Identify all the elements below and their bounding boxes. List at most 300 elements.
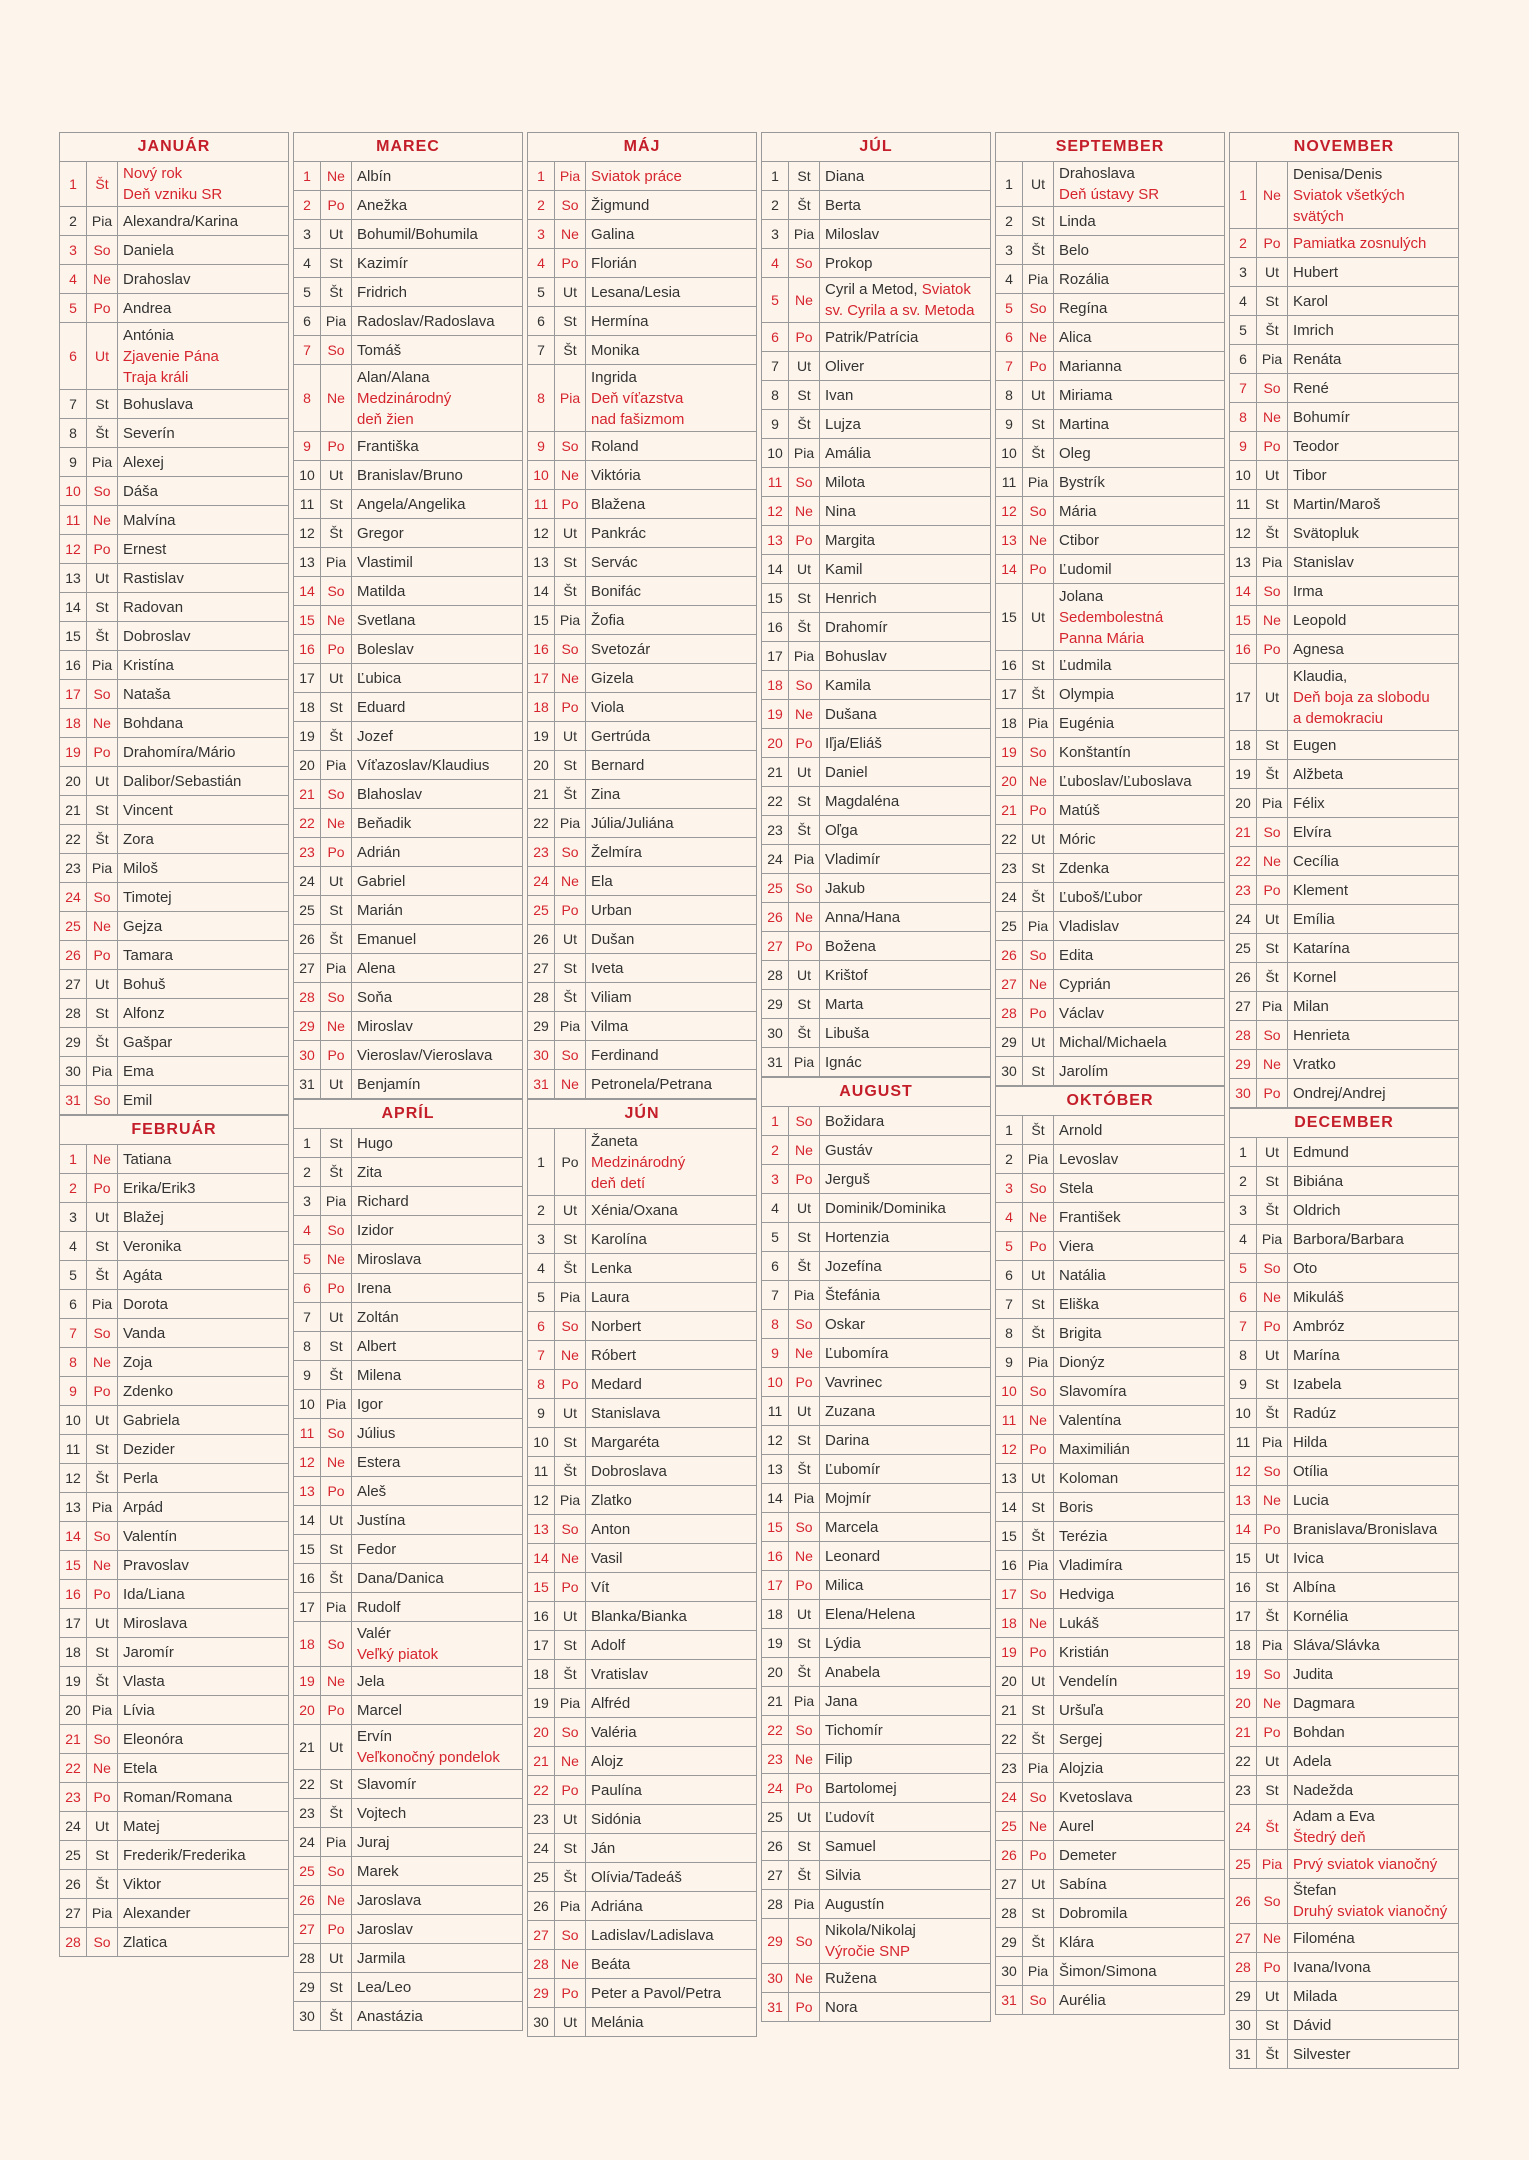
day-row bbox=[60, 162, 288, 207]
day-row bbox=[528, 1070, 756, 1099]
weekday: Ne bbox=[1257, 1486, 1288, 1514]
month-február bbox=[59, 1115, 289, 1957]
day-number: 7 bbox=[1230, 374, 1257, 402]
day-row bbox=[528, 809, 756, 838]
day-row bbox=[1230, 1718, 1458, 1747]
nameday-cell bbox=[820, 584, 990, 612]
weekday: Ut bbox=[1023, 584, 1054, 650]
nameday-name: Ferdinand bbox=[591, 1046, 659, 1064]
nameday-cell bbox=[1054, 1812, 1224, 1840]
nameday-name: Milan bbox=[1293, 997, 1329, 1015]
nameday-name: Šimon/Simona bbox=[1059, 1962, 1157, 1980]
day-number: 1 bbox=[294, 1129, 321, 1157]
day-number: 4 bbox=[528, 1254, 555, 1282]
weekday: Št bbox=[1023, 883, 1054, 911]
nameday-name: Eugen bbox=[1293, 736, 1337, 754]
day-number: 28 bbox=[1230, 1021, 1257, 1049]
nameday-name: Ivan bbox=[825, 386, 854, 404]
nameday-cell bbox=[820, 961, 990, 989]
day-row bbox=[60, 1754, 288, 1783]
day-number: 29 bbox=[996, 1928, 1023, 1956]
day-number: 13 bbox=[1230, 1486, 1257, 1514]
nameday-cell bbox=[352, 1158, 522, 1186]
day-number: 25 bbox=[528, 1863, 555, 1891]
nameday-cell bbox=[118, 709, 288, 737]
nameday-name: Erika/Erik3 bbox=[123, 1179, 196, 1197]
weekday: Št bbox=[1257, 519, 1288, 547]
day-row bbox=[1230, 635, 1458, 664]
nameday-cell bbox=[1054, 738, 1224, 766]
nameday-cell bbox=[118, 1928, 288, 1956]
day-row bbox=[294, 162, 522, 191]
weekday: Po bbox=[1023, 796, 1054, 824]
weekday: Pia bbox=[1023, 468, 1054, 496]
day-row bbox=[1230, 1805, 1458, 1850]
day-number: 3 bbox=[996, 236, 1023, 264]
nameday-cell bbox=[1054, 294, 1224, 322]
day-number: 30 bbox=[996, 1057, 1023, 1085]
weekday: So bbox=[1023, 1174, 1054, 1202]
nameday-cell bbox=[1054, 1203, 1224, 1231]
day-row bbox=[996, 1870, 1224, 1899]
nameday-name: Matej bbox=[123, 1817, 160, 1835]
nameday-name: Uršuľa bbox=[1059, 1701, 1104, 1719]
day-row bbox=[762, 1745, 990, 1774]
nameday-name: Alan/Alana bbox=[357, 368, 430, 386]
holiday-label: Prvý sviatok vianočný bbox=[1293, 1855, 1438, 1873]
nameday-name: Zdenko bbox=[123, 1382, 174, 1400]
nameday-cell bbox=[118, 506, 288, 534]
day-number: 12 bbox=[528, 519, 555, 547]
nameday-name: Ladislav/Ladislava bbox=[591, 1926, 714, 1944]
day-number: 30 bbox=[762, 1019, 789, 1047]
day-row bbox=[528, 1196, 756, 1225]
weekday: Ne bbox=[789, 903, 820, 931]
nameday-name: Svätopluk bbox=[1293, 524, 1359, 542]
nameday-name: Veronika bbox=[123, 1237, 182, 1255]
weekday: Št bbox=[555, 1863, 586, 1891]
day-row bbox=[294, 191, 522, 220]
nameday-cell bbox=[820, 410, 990, 438]
nameday-cell bbox=[118, 1812, 288, 1840]
nameday-name: Blahoslav bbox=[357, 785, 423, 803]
nameday-cell bbox=[1054, 162, 1224, 206]
day-row bbox=[996, 1609, 1224, 1638]
weekday: Ut bbox=[789, 758, 820, 786]
weekday: So bbox=[1023, 1783, 1054, 1811]
nameday-cell bbox=[118, 564, 288, 592]
day-row bbox=[60, 738, 288, 767]
nameday-cell bbox=[118, 825, 288, 853]
day-number: 12 bbox=[528, 1486, 555, 1514]
nameday-cell bbox=[820, 642, 990, 670]
day-row bbox=[1230, 374, 1458, 403]
nameday-cell bbox=[1288, 1196, 1458, 1224]
weekday: Pia bbox=[1023, 1754, 1054, 1782]
nameday-name: Sabína bbox=[1059, 1875, 1107, 1893]
weekday: Ut bbox=[555, 1805, 586, 1833]
day-number: 3 bbox=[294, 220, 321, 248]
nameday-name: Emília bbox=[1293, 910, 1335, 928]
nameday-cell bbox=[1288, 229, 1458, 257]
nameday-cell bbox=[820, 468, 990, 496]
weekday: Pia bbox=[1257, 345, 1288, 373]
weekday: Po bbox=[87, 941, 118, 969]
day-number: 8 bbox=[996, 381, 1023, 409]
day-number: 15 bbox=[762, 584, 789, 612]
day-number: 30 bbox=[1230, 1079, 1257, 1107]
day-row bbox=[528, 1457, 756, 1486]
day-number: 3 bbox=[60, 1203, 87, 1231]
day-row bbox=[996, 1551, 1224, 1580]
day-row bbox=[60, 883, 288, 912]
day-row bbox=[762, 671, 990, 700]
day-number: 17 bbox=[1230, 1602, 1257, 1630]
nameday-cell bbox=[1288, 1953, 1458, 1981]
weekday: Št bbox=[321, 1158, 352, 1186]
nameday-cell bbox=[118, 970, 288, 998]
nameday-cell bbox=[352, 896, 522, 924]
nameday-cell bbox=[586, 1660, 756, 1688]
nameday-name: Ela bbox=[591, 872, 613, 890]
weekday: Po bbox=[87, 535, 118, 563]
weekday: Ut bbox=[1257, 1138, 1288, 1166]
day-row bbox=[1230, 432, 1458, 461]
nameday-cell bbox=[118, 419, 288, 447]
nameday-cell bbox=[1054, 352, 1224, 380]
nameday-name: Agnesa bbox=[1293, 640, 1344, 658]
nameday-cell bbox=[820, 249, 990, 277]
nameday-name: Silvester bbox=[1293, 2045, 1351, 2063]
day-row bbox=[528, 1254, 756, 1283]
nameday-name: Jela bbox=[357, 1672, 385, 1690]
nameday-cell bbox=[118, 622, 288, 650]
nameday-name bbox=[825, 279, 985, 300]
nameday-cell bbox=[586, 2008, 756, 2036]
day-number: 24 bbox=[762, 1774, 789, 1802]
day-number: 13 bbox=[528, 548, 555, 576]
nameday-cell bbox=[1054, 410, 1224, 438]
day-number: 15 bbox=[294, 1535, 321, 1563]
weekday: Po bbox=[1023, 1232, 1054, 1260]
day-row bbox=[1230, 345, 1458, 374]
nameday-cell bbox=[1054, 941, 1224, 969]
day-row bbox=[294, 336, 522, 365]
nameday-cell bbox=[1288, 1631, 1458, 1659]
nameday-name: Renáta bbox=[1293, 350, 1342, 368]
nameday-name: Lujza bbox=[825, 415, 861, 433]
weekday: St bbox=[1257, 490, 1288, 518]
day-number: 24 bbox=[294, 1828, 321, 1856]
day-row bbox=[60, 1899, 288, 1928]
day-row bbox=[1230, 1312, 1458, 1341]
nameday-cell bbox=[820, 990, 990, 1018]
day-row bbox=[528, 1544, 756, 1573]
weekday: St bbox=[87, 796, 118, 824]
weekday: Ut bbox=[1023, 1870, 1054, 1898]
day-row bbox=[60, 1232, 288, 1261]
day-number: 14 bbox=[1230, 1515, 1257, 1543]
nameday-cell bbox=[820, 352, 990, 380]
nameday-name: Dušana bbox=[825, 705, 877, 723]
day-row bbox=[1230, 847, 1458, 876]
day-row bbox=[996, 1580, 1224, 1609]
day-number: 12 bbox=[762, 497, 789, 525]
nameday-name: Richard bbox=[357, 1192, 409, 1210]
day-number: 4 bbox=[60, 1232, 87, 1260]
nameday-cell bbox=[1288, 1747, 1458, 1775]
weekday: Pia bbox=[321, 751, 352, 779]
nameday-cell bbox=[1288, 162, 1458, 228]
day-row bbox=[60, 1086, 288, 1115]
month-title: DECEMBER bbox=[1230, 1109, 1458, 1138]
day-number: 3 bbox=[294, 1187, 321, 1215]
nameday-cell bbox=[118, 1696, 288, 1724]
day-row bbox=[996, 680, 1224, 709]
day-row bbox=[762, 1107, 990, 1136]
weekday: Pia bbox=[1257, 548, 1288, 576]
nameday-cell bbox=[586, 1544, 756, 1572]
weekday: Ut bbox=[1023, 825, 1054, 853]
day-number: 11 bbox=[528, 1457, 555, 1485]
nameday-cell bbox=[118, 1086, 288, 1114]
nameday-cell bbox=[820, 1716, 990, 1744]
month-title: MAREC bbox=[294, 133, 522, 162]
day-number: 20 bbox=[996, 767, 1023, 795]
day-number: 7 bbox=[996, 352, 1023, 380]
weekday: Pia bbox=[321, 1187, 352, 1215]
day-row bbox=[294, 1303, 522, 1332]
day-row bbox=[996, 1957, 1224, 1986]
weekday: Po bbox=[555, 896, 586, 924]
day-row bbox=[996, 1783, 1224, 1812]
weekday: Po bbox=[1023, 555, 1054, 583]
nameday-name: Perla bbox=[123, 1469, 159, 1487]
nameday-name: Margaréta bbox=[591, 1433, 660, 1451]
nameday-cell bbox=[352, 1799, 522, 1827]
weekday: Po bbox=[1023, 352, 1054, 380]
nameday-cell bbox=[820, 1426, 990, 1454]
day-row bbox=[528, 780, 756, 809]
nameday-cell bbox=[352, 1535, 522, 1563]
day-row bbox=[60, 1580, 288, 1609]
nameday-cell bbox=[1054, 1464, 1224, 1492]
nameday-cell bbox=[118, 912, 288, 940]
weekday: Po bbox=[1257, 1515, 1288, 1543]
nameday-cell bbox=[1288, 1399, 1458, 1427]
day-row bbox=[1230, 490, 1458, 519]
nameday-cell bbox=[586, 432, 756, 460]
nameday-cell bbox=[820, 758, 990, 786]
weekday: So bbox=[789, 1107, 820, 1135]
day-number: 16 bbox=[60, 1580, 87, 1608]
weekday: St bbox=[789, 1629, 820, 1657]
weekday: Pia bbox=[555, 809, 586, 837]
nameday-name: Zina bbox=[591, 785, 621, 803]
nameday-name: Zlatica bbox=[123, 1933, 168, 1951]
nameday-name: Alojz bbox=[591, 1752, 624, 1770]
nameday-name: Slavomír bbox=[357, 1775, 417, 1793]
day-row bbox=[996, 709, 1224, 738]
nameday-cell bbox=[118, 1783, 288, 1811]
nameday-cell bbox=[1054, 1899, 1224, 1927]
nameday-name: Roman/Romana bbox=[123, 1788, 233, 1806]
day-number: 16 bbox=[60, 651, 87, 679]
weekday: Po bbox=[321, 838, 352, 866]
nameday-name: Malvína bbox=[123, 511, 176, 529]
nameday-cell bbox=[352, 693, 522, 721]
day-row bbox=[60, 1406, 288, 1435]
nameday-name: Ivana/Ivona bbox=[1293, 1958, 1371, 1976]
day-number: 9 bbox=[294, 1361, 321, 1389]
nameday-name: Patrik/Patrícia bbox=[825, 328, 919, 346]
nameday-cell bbox=[586, 1312, 756, 1340]
nameday-name: Gejza bbox=[123, 917, 163, 935]
nameday-cell bbox=[1288, 876, 1458, 904]
nameday-name: Sláva/Slávka bbox=[1293, 1636, 1380, 1654]
nameday-cell bbox=[1054, 468, 1224, 496]
day-number: 18 bbox=[528, 693, 555, 721]
day-number: 24 bbox=[762, 845, 789, 873]
day-number: 7 bbox=[294, 1303, 321, 1331]
day-row bbox=[528, 278, 756, 307]
nameday-cell bbox=[352, 1390, 522, 1418]
weekday: So bbox=[555, 1041, 586, 1069]
day-row bbox=[996, 410, 1224, 439]
day-number: 5 bbox=[996, 294, 1023, 322]
day-number: 5 bbox=[528, 278, 555, 306]
day-row bbox=[996, 941, 1224, 970]
weekday: St bbox=[1257, 1167, 1288, 1195]
day-number: 9 bbox=[762, 410, 789, 438]
nameday-name: Oskar bbox=[825, 1315, 866, 1333]
nameday-cell bbox=[352, 1361, 522, 1389]
nameday-name: Viktor bbox=[123, 1875, 162, 1893]
nameday-cell bbox=[586, 1950, 756, 1978]
day-row bbox=[762, 1165, 990, 1194]
weekday: Po bbox=[1257, 1079, 1288, 1107]
nameday-name: Zdenka bbox=[1059, 859, 1110, 877]
nameday-name: Ján bbox=[591, 1839, 616, 1857]
weekday: Št bbox=[321, 278, 352, 306]
nameday-name: Vít bbox=[591, 1578, 610, 1596]
day-number: 11 bbox=[60, 506, 87, 534]
day-number: 29 bbox=[1230, 1050, 1257, 1078]
holiday-label: Deň víťazstva bbox=[591, 389, 684, 407]
day-row bbox=[1230, 1341, 1458, 1370]
nameday-cell bbox=[1054, 796, 1224, 824]
nameday-name: Gabriela bbox=[123, 1411, 180, 1429]
day-row bbox=[528, 548, 756, 577]
day-number: 5 bbox=[60, 294, 87, 322]
day-row bbox=[294, 519, 522, 548]
day-row bbox=[996, 854, 1224, 883]
weekday: Po bbox=[87, 738, 118, 766]
nameday-cell bbox=[1054, 1174, 1224, 1202]
weekday: Št bbox=[555, 983, 586, 1011]
nameday-cell bbox=[820, 1397, 990, 1425]
weekday: Ne bbox=[321, 1012, 352, 1040]
nameday-name: Arnold bbox=[1059, 1121, 1103, 1139]
calendar-column bbox=[59, 132, 289, 1957]
nameday-name: Nadežda bbox=[1293, 1781, 1354, 1799]
nameday-cell bbox=[352, 635, 522, 663]
day-row bbox=[1230, 1660, 1458, 1689]
day-number: 9 bbox=[528, 1399, 555, 1427]
day-row bbox=[996, 1928, 1224, 1957]
nameday-name: Marianna bbox=[1059, 357, 1122, 375]
nameday-name: Svetozár bbox=[591, 640, 651, 658]
nameday-cell bbox=[820, 1861, 990, 1889]
nameday-cell bbox=[1288, 789, 1458, 817]
day-row bbox=[762, 787, 990, 816]
weekday: Ut bbox=[87, 564, 118, 592]
day-number: 1 bbox=[60, 1145, 87, 1173]
day-row bbox=[528, 838, 756, 867]
nameday-name: Jakub bbox=[825, 879, 866, 897]
weekday: So bbox=[1257, 577, 1288, 605]
weekday: Po bbox=[321, 1477, 352, 1505]
weekday: Pia bbox=[87, 1493, 118, 1521]
day-number: 15 bbox=[996, 1522, 1023, 1550]
day-number: 28 bbox=[996, 1899, 1023, 1927]
day-number: 14 bbox=[60, 1522, 87, 1550]
day-row bbox=[1230, 1924, 1458, 1953]
nameday-cell bbox=[1054, 1580, 1224, 1608]
weekday: Pia bbox=[789, 1048, 820, 1076]
day-row bbox=[762, 758, 990, 787]
nameday-cell bbox=[1288, 1283, 1458, 1311]
weekday: Št bbox=[87, 1667, 118, 1695]
nameday-name: Boris bbox=[1059, 1498, 1094, 1516]
day-row bbox=[60, 1522, 288, 1551]
day-row bbox=[996, 162, 1224, 207]
nameday-cell bbox=[1288, 1167, 1458, 1195]
nameday-name: Servác bbox=[591, 553, 638, 571]
nameday-name: Zuzana bbox=[825, 1402, 876, 1420]
day-row bbox=[528, 365, 756, 432]
day-row bbox=[528, 336, 756, 365]
nameday-cell bbox=[586, 1012, 756, 1040]
weekday: Ne bbox=[87, 265, 118, 293]
day-number: 4 bbox=[762, 249, 789, 277]
day-row bbox=[996, 1696, 1224, 1725]
nameday-name: Slavomíra bbox=[1059, 1382, 1127, 1400]
day-number: 22 bbox=[996, 825, 1023, 853]
day-row bbox=[762, 613, 990, 642]
day-number: 26 bbox=[996, 1841, 1023, 1869]
weekday: Pia bbox=[789, 1687, 820, 1715]
day-row bbox=[294, 1886, 522, 1915]
weekday: Ne bbox=[1023, 1812, 1054, 1840]
weekday: Po bbox=[87, 1783, 118, 1811]
weekday: Ne bbox=[555, 220, 586, 248]
nameday-cell bbox=[352, 1303, 522, 1331]
nameday-name: Viera bbox=[1059, 1237, 1094, 1255]
day-number: 17 bbox=[762, 1571, 789, 1599]
day-row bbox=[294, 1622, 522, 1667]
nameday-name: Zora bbox=[123, 830, 154, 848]
day-number: 9 bbox=[996, 1348, 1023, 1376]
weekday: Po bbox=[789, 1774, 820, 1802]
nameday-cell bbox=[118, 854, 288, 882]
month-september bbox=[995, 132, 1225, 1086]
weekday: Pia bbox=[1257, 1850, 1288, 1878]
day-number: 15 bbox=[1230, 1544, 1257, 1572]
weekday: So bbox=[789, 874, 820, 902]
holiday-label: Druhý sviatok vianočný bbox=[1293, 1903, 1448, 1920]
day-row bbox=[294, 1129, 522, 1158]
